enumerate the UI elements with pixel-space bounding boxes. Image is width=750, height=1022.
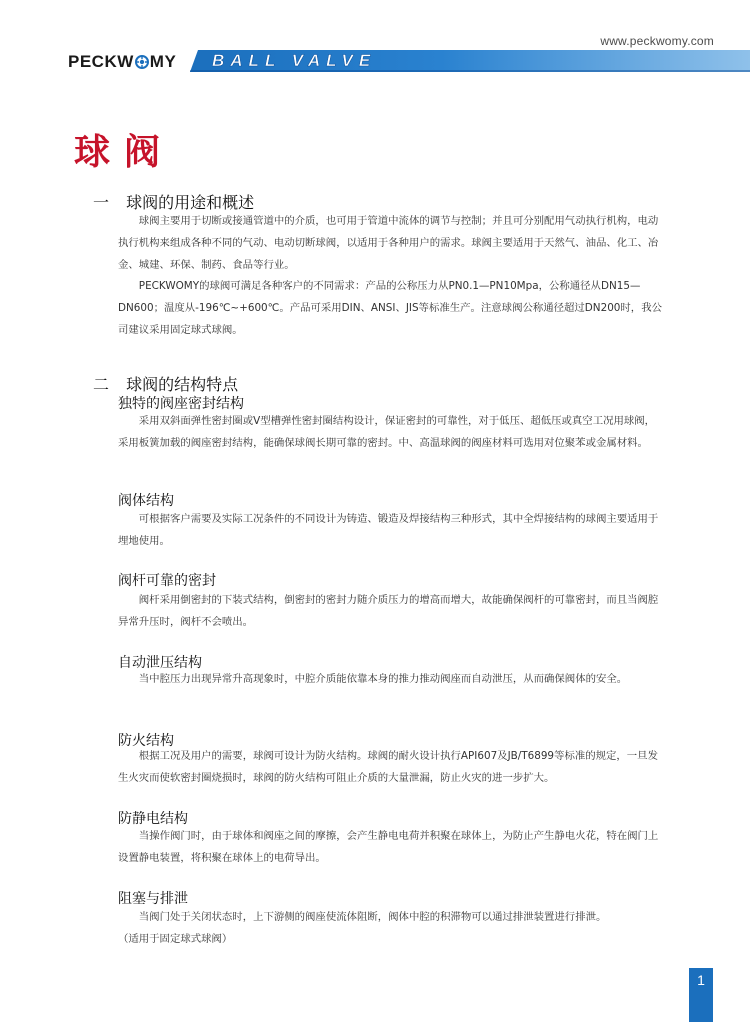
logo-text-right: MY (149, 52, 177, 71)
paragraph: 阀杆采用倒密封的下装式结构，倒密封的密封力随介质压力的增高而增大，故能确保阀杆的可靠密封，而且当阀腔异常升压时，阀杆不会喷出。 (118, 594, 659, 628)
paragraph: PECKWOMY的球阀可满足各种客户的不同需求：产品的公称压力从PN0.1—PN10Mpa，公称通径从DN15—DN600；温度从-196℃~+600℃。产品可采用DIN、ANSI、JIS等标准生产。注意球阀公称通径超过DN200时，我公司建议采用固定球式球阀。 (118, 280, 662, 336)
paragraph: 当阀门处于关闭状态时，上下游侧的阀座使流体阻断，阀体中腔的积滞物可以通过排泄装置进行排泄。 (138, 911, 607, 923)
paragraph: 球阀主要用于切断或接通管道中的介质，也可用于管道中流体的调节与控制；并且可分别配用气动执行机构，电动执行机构来组成各种不同的气动、电动切断球阀，以适用于各种用户的需求。球阀主要适用于天然气、油品、化工、冶金、城建、环保、制药、食品等行业。 (118, 215, 659, 271)
section-number: 一 (93, 193, 110, 212)
logo-ball-icon (135, 55, 149, 69)
paragraph: 根据工况及用户的需要，球阀可设计为防火结构。球阀的耐火设计执行API607及JB/T6899等标准的规定，一旦发生火灾而使软密封圈烧损时，球阀的防火结构可阻止介质的大量泄漏，防止火灾的进一步扩大。 (118, 750, 658, 784)
section-title: 球阀的结构特点 (126, 375, 239, 394)
product-banner (190, 50, 750, 72)
note-text: （适用于固定球式球阀） (118, 933, 233, 945)
subsection-heading: 阀体结构 (118, 493, 174, 509)
paragraph: 当中腔压力出现异常升高现象时，中腔介质能依靠本身的推力推动阀座而自动泄压，从而确保阀体的安全。 (138, 673, 628, 685)
subsection-heading: 防静电结构 (118, 811, 188, 827)
subsection-heading: 防火结构 (118, 733, 174, 749)
paragraph: 当操作阀门时，由于球体和阀座之间的摩擦，会产生静电电荷并积聚在球体上，为防止产生静电火花，特在阀门上设置静电装置，将积聚在球体上的电荷导出。 (118, 830, 659, 864)
website-url[interactable]: www.peckwomy.com (600, 34, 714, 48)
subsection-heading: 独特的阀座密封结构 (118, 396, 244, 412)
section-title: 球阀的用途和概述 (126, 193, 255, 212)
paragraph: 可根据客户需要及实际工况条件的不同设计为铸造、锻造及焊接结构三种形式，其中全焊接结构的球阀主要适用于埋地使用。 (118, 513, 659, 547)
subsection-heading: 阀杆可靠的密封 (118, 573, 216, 589)
section-number: 二 (93, 375, 110, 394)
banner-title: BALL VALVE (212, 51, 377, 70)
paragraph: 采用双斜面弹性密封圈或V型槽弹性密封圈结构设计，保证密封的可靠性，对于低压、超低压或真空工况用球阀，采用板簧加载的阀座密封结构，能确保球阀长期可靠的密封。中、高温球阀的阀座材料可选用对位聚苯或金属材料。 (118, 415, 656, 449)
company-logo (68, 52, 176, 72)
logo-text-left: PECKW (68, 52, 134, 71)
section-heading-2 (93, 372, 238, 395)
page-number: 1 (697, 972, 705, 988)
page-title: 球阀 (74, 132, 175, 173)
subsection-heading: 阻塞与排泄 (118, 891, 188, 907)
subsection-heading: 自动泄压结构 (118, 655, 202, 671)
